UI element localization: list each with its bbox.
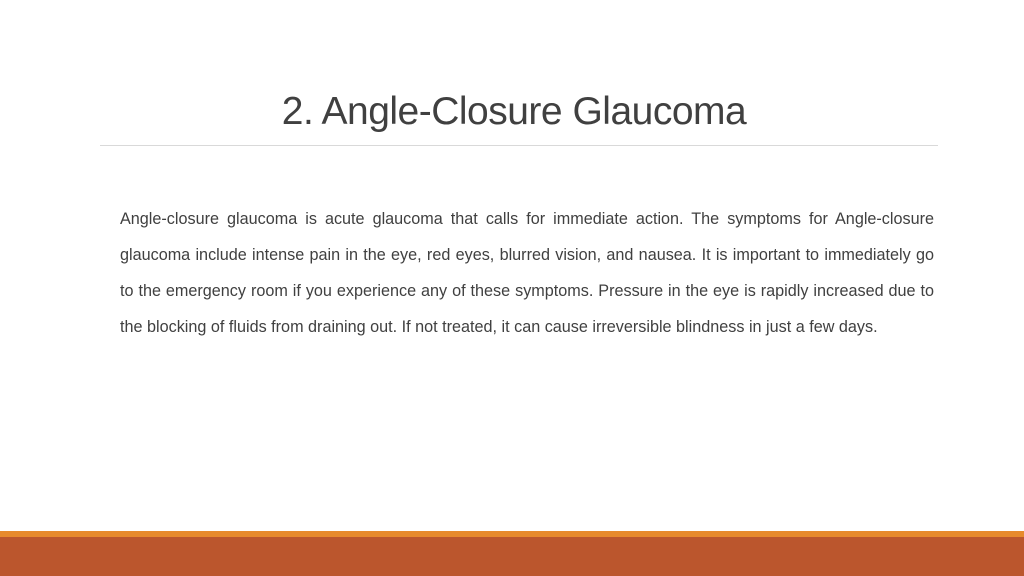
title-divider bbox=[100, 145, 938, 146]
footer-band bbox=[0, 537, 1024, 576]
slide-title: 2. Angle-Closure Glaucoma bbox=[281, 90, 747, 133]
slide-body-text: Angle-closure glaucoma is acute glaucoma that calls for immediate action. The symptoms for Angle-closure glaucoma include intense pain in the eye, red eyes, blurred vision, and nausea. It is important to immediately go to the emergency room if you experience any of these symptoms. Pressure in the eye is rapidly increased due to the blocking of fluids from draining out. If not treated, it can cause irreversible blindness in just a few days. bbox=[120, 210, 934, 336]
